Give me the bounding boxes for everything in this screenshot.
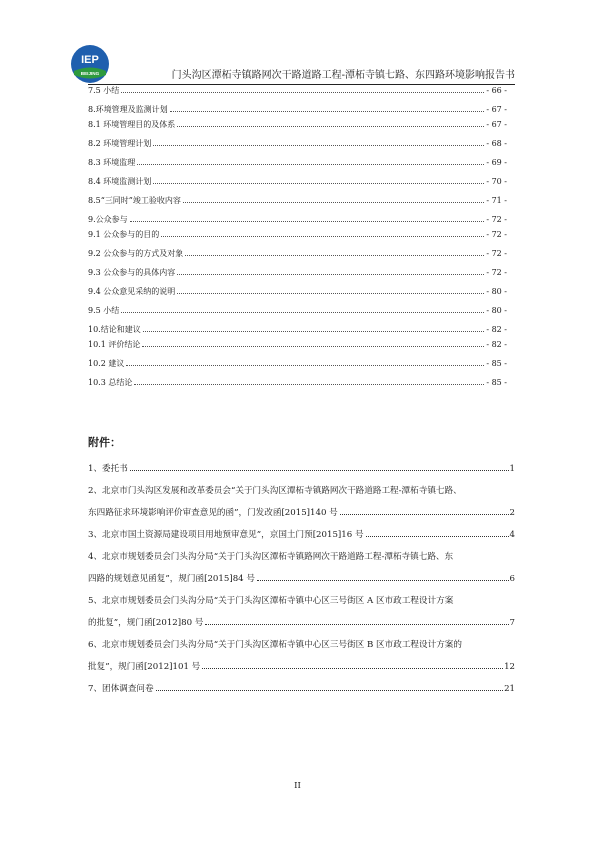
toc-label: 10.2 建议	[88, 359, 125, 368]
toc-label: 9.3 公众参与的具体内容	[88, 268, 176, 277]
annex-leader	[257, 580, 509, 581]
annex-item[interactable]	[88, 678, 515, 700]
toc-entry[interactable]	[88, 215, 507, 225]
annex-line	[88, 546, 515, 568]
toc-leader	[126, 365, 484, 366]
annex-title: 附件：	[88, 436, 121, 449]
annex-text: 1、委托书	[88, 464, 128, 474]
toc-entry[interactable]	[88, 105, 507, 115]
toc-page: - 69 -	[486, 158, 507, 167]
toc-label: 9.1 公众参与的目的	[88, 230, 160, 239]
annex-page: 2	[509, 508, 515, 518]
toc-label: 9.5 小结	[88, 306, 120, 315]
toc-page: - 72 -	[486, 268, 507, 277]
annex-text: 的批复”，规门函[2012]80 号	[88, 618, 204, 628]
toc-leader	[121, 92, 484, 93]
toc-leader	[137, 164, 484, 165]
annex-leader	[366, 536, 509, 537]
annex-page: 21	[504, 684, 515, 694]
toc-page: - 71 -	[486, 196, 507, 205]
toc-entry[interactable]	[88, 306, 507, 316]
toc-label: 7.5 小结	[88, 86, 120, 95]
toc-leader	[143, 331, 485, 332]
toc-entry[interactable]	[88, 378, 507, 388]
annex-line	[88, 656, 515, 678]
toc-page: - 82 -	[486, 325, 507, 334]
header-rule	[88, 84, 515, 85]
annex-text: 批复”，规门函[2012]101 号	[88, 662, 201, 672]
toc-entry[interactable]	[88, 177, 507, 187]
toc-page: - 67 -	[486, 105, 507, 114]
logo-subtext: BEIJING	[80, 71, 100, 76]
annex-text: 东四路征求环境影响评价审查意见的函”，门发改函[2015]140 号	[88, 508, 338, 518]
annex-line	[88, 524, 515, 546]
toc-label: 10.1 评价结论	[88, 340, 141, 349]
toc-page: - 80 -	[486, 287, 507, 296]
toc-entry[interactable]	[88, 120, 507, 130]
toc-entry[interactable]	[88, 230, 507, 240]
toc-entry[interactable]	[88, 158, 507, 168]
toc-label: 9.2 公众参与的方式及对象	[88, 249, 184, 258]
annex-text: 四路的规划意见函复”，规门函[2015]84 号	[88, 574, 255, 584]
annex-item[interactable]	[88, 480, 515, 524]
toc-label: 8.环境管理及监测计划	[88, 105, 168, 114]
annex-line	[88, 634, 515, 656]
annex-item[interactable]	[88, 546, 515, 590]
annex-leader	[156, 690, 503, 691]
annex-text: 4、北京市规划委员会门头沟分局“关于门头沟区潭柘寺镇路网次干路道路工程-潭柘寺镇七路、东	[88, 552, 454, 562]
annex-page: 7	[509, 618, 515, 628]
toc-entry[interactable]	[88, 268, 507, 278]
annex-text: 6、北京市规划委员会门头沟分局“关于门头沟区潭柘寺镇中心区三号街区 B 区市政工程设计方案的	[88, 640, 462, 650]
toc-leader	[130, 221, 485, 222]
annex-item[interactable]	[88, 524, 515, 546]
annex-line	[88, 590, 515, 612]
toc-page: - 68 -	[486, 139, 507, 148]
toc-leader	[121, 312, 484, 313]
toc-label: 8.2 环境管理计划	[88, 139, 152, 148]
annex-line	[88, 678, 515, 700]
toc-entry[interactable]	[88, 325, 507, 335]
annex-item[interactable]	[88, 590, 515, 634]
toc-entry[interactable]	[88, 340, 507, 350]
annex-leader	[202, 668, 503, 669]
logo-text: IEP	[81, 54, 99, 66]
toc-leader	[153, 183, 484, 184]
annex-page: 4	[509, 530, 515, 540]
toc-page: - 85 -	[486, 378, 507, 387]
annex-text: 2、北京市门头沟区发展和改革委员会“关于门头沟区潭柘寺镇路网次干路道路工程-潭柘寺镇七路、	[88, 486, 462, 496]
toc-page: - 80 -	[486, 306, 507, 315]
toc-page: - 66 -	[486, 86, 507, 95]
annex-line	[88, 568, 515, 590]
toc-page: - 72 -	[486, 249, 507, 258]
annex-page: 12	[504, 662, 515, 672]
annex-page: 1	[509, 464, 515, 474]
toc-entry[interactable]	[88, 139, 507, 149]
header-title: 门头沟区潭柘寺镇路网次干路道路工程-潭柘寺镇七路、东四路环境影响报告书	[171, 70, 515, 81]
toc-page: - 72 -	[486, 215, 507, 224]
toc-leader	[177, 126, 484, 127]
toc-label: 10.结论和建议	[88, 325, 141, 334]
toc-page: - 82 -	[486, 340, 507, 349]
annex-text: 3、北京市国土资源局建设项目用地预审意见”，京国土门预[2015]16 号	[88, 530, 364, 540]
annex-leader	[205, 624, 508, 625]
table-of-contents	[88, 86, 507, 388]
toc-entry[interactable]	[88, 359, 507, 369]
annex-text: 5、北京市规划委员会门头沟分局“关于门头沟区潭柘寺镇中心区三号街区 A 区市政工程设计方案	[88, 596, 454, 606]
page-number: II	[294, 781, 301, 791]
toc-entry[interactable]	[88, 86, 507, 96]
annex-page: 6	[509, 574, 515, 584]
toc-label: 8.5“三同时”竣工验收内容	[88, 196, 181, 205]
toc-entry[interactable]	[88, 287, 507, 297]
toc-label: 10.3 总结论	[88, 378, 133, 387]
toc-page: - 70 -	[486, 177, 507, 186]
annex-list	[88, 458, 515, 700]
annex-line	[88, 458, 515, 480]
annex-line	[88, 502, 515, 524]
toc-leader	[153, 145, 484, 146]
toc-label: 8.4 环境监测计划	[88, 177, 152, 186]
toc-label: 9.公众参与	[88, 215, 128, 224]
toc-page: - 67 -	[486, 120, 507, 129]
toc-page: - 85 -	[486, 359, 507, 368]
annex-item[interactable]	[88, 458, 515, 480]
toc-label: 8.1 环境管理目的及体系	[88, 120, 176, 129]
toc-leader	[183, 202, 484, 203]
toc-label: 9.4 公众意见采纳的说明	[88, 287, 176, 296]
annex-text: 7、团体调查问卷	[88, 684, 154, 694]
toc-leader	[170, 111, 485, 112]
annex-line	[88, 612, 515, 634]
toc-leader	[185, 255, 484, 256]
iep-logo	[70, 44, 110, 84]
toc-leader	[142, 346, 484, 347]
toc-leader	[177, 274, 484, 275]
annex-item[interactable]	[88, 634, 515, 678]
toc-leader	[161, 236, 484, 237]
toc-entry[interactable]	[88, 249, 507, 259]
annex-leader	[340, 514, 509, 515]
toc-entry[interactable]	[88, 196, 507, 206]
toc-leader	[134, 384, 484, 385]
annex-line	[88, 480, 515, 502]
toc-leader	[177, 293, 484, 294]
toc-label: 8.3 环境监理	[88, 158, 136, 167]
annex-leader	[130, 470, 509, 471]
toc-page: - 72 -	[486, 230, 507, 239]
